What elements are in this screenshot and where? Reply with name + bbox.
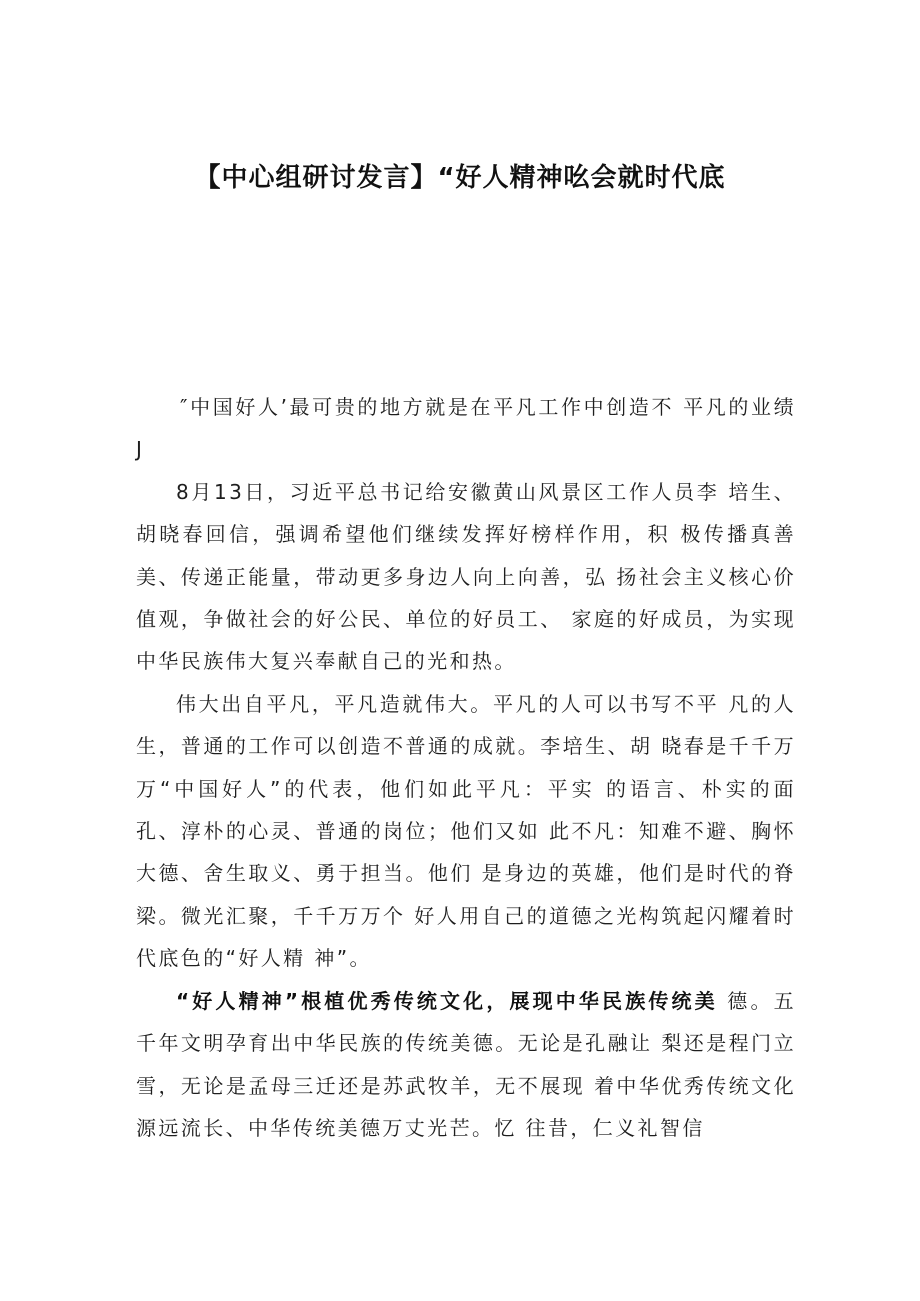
paragraph-4-lead: “好人精神”根植优秀传统文化，展现中华民族传统美	[176, 988, 718, 1013]
paragraph-4	[136, 980, 796, 1150]
document-title: 【中心组研讨发言】“好人精神吆会就时代底	[194, 163, 726, 193]
document-body	[136, 386, 796, 1149]
paragraph-3: 伟大出自平凡，平凡造就伟大。平凡的人可以书写不平 凡的人生，普通的工作可以创造不普通的成就。李培生、胡 晓春是千千万万“中国好人”的代表，他们如此平凡：平实 的语言、朴实的面孔、淳朴的心灵、普通的岗位；他们又如 此不凡：知难不避、胸怀大德、舍生取义、勇于担当。他们 是身边的英雄，他们是时代的脊梁。微光汇聚，千千万万个 好人用自己的道德之光构筑起闪耀着时代底色的“好人精 神”。	[136, 691, 796, 971]
paragraph-1: ″中国好人’最可贵的地方就是在平凡工作中创造不 平凡的业绩J	[136, 395, 796, 462]
paragraph-2: 8月13日，习近平总书记给安徽黄山风景区工作人员李 培生、胡晓春回信，强调希望他们继续发挥好榜样作用，积 极传播真善美、传递正能量，带动更多身边人向上向善，弘 扬社会主义核心价值观，争做社会的好公民、单位的好员工、 家庭的好成员，为实现中华民族伟大复兴奉献自己的光和热。	[136, 479, 796, 674]
paragraph-4-text: 德。五千年文明孕育出中华民族的传统美德。无论是孔融让 梨还是程门立雪，无论是孟母三迁还是苏武牧羊，无不展现 着中华优秀传统文化源远流长、中华传统美德万丈光芒。忆 往昔，仁义礼智信	[136, 988, 796, 1140]
